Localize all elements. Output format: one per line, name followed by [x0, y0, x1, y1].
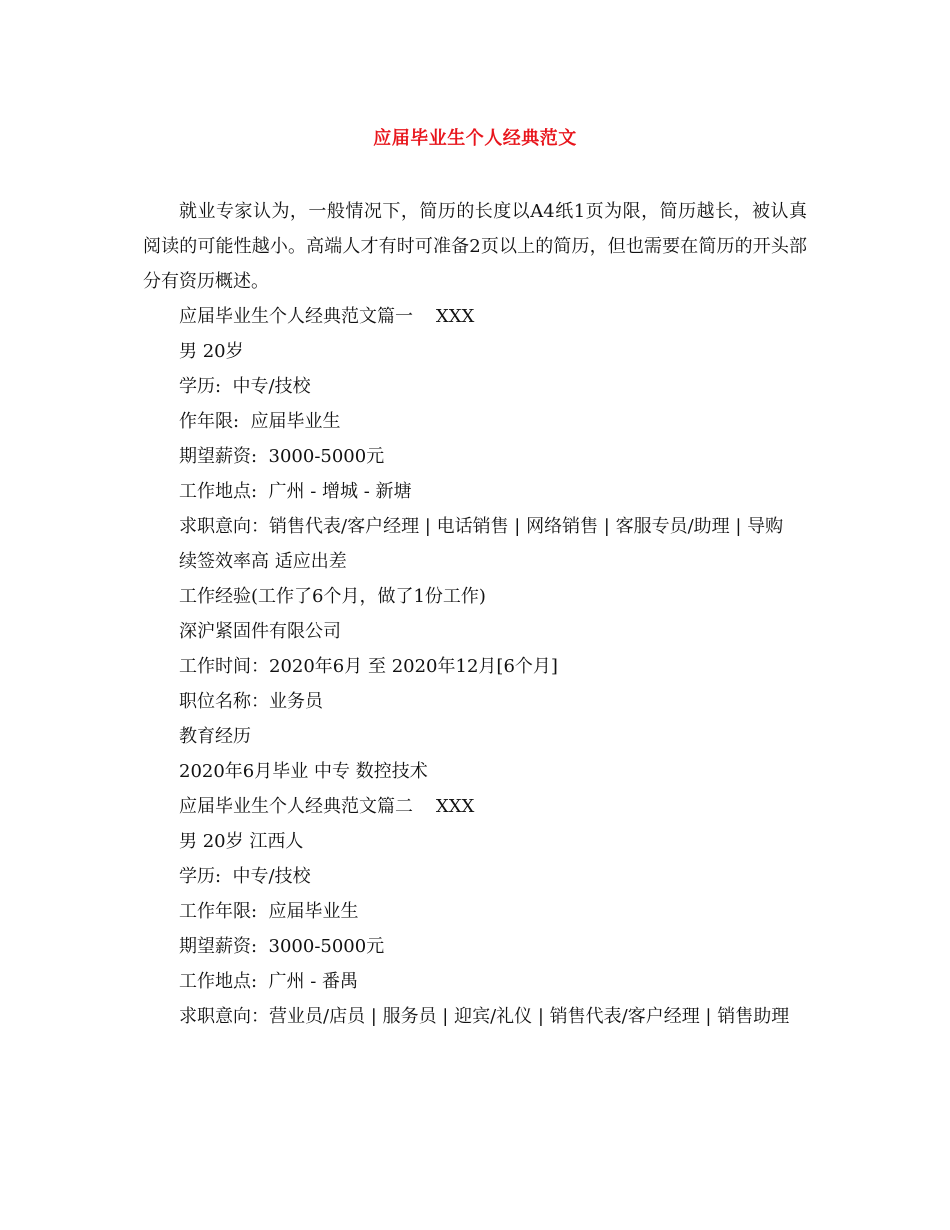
section2-heading: 应届毕业生个人经典范文篇二 XXX: [179, 796, 475, 817]
document-body: [143, 194, 807, 1034]
section1-experience-heading: 工作经验(工作了6个月，做了1份工作): [179, 586, 486, 607]
section1-gender-age: 男 20岁: [179, 341, 244, 362]
intro-paragraph: 就业专家认为，一般情况下，简历的长度以A4纸1页为限，简历越长，被认真阅读的可能性越小。高端人才有时可准备2页以上的简历，但也需要在简历的开头部分有资历概述。: [143, 201, 807, 292]
section1-intent: 求职意向：销售代表/客户经理 | 电话销售 | 网络销售 | 客服专员/助理 | 导购: [179, 516, 784, 537]
section1-salary: 期望薪资: 3000-5000元: [179, 446, 385, 467]
section1-years: 作年限: 应届毕业生: [179, 411, 341, 432]
section1-location: 工作地点: 广州 - 增城 - 新塘: [179, 481, 412, 502]
section1-traits: 续签效率高 适应出差: [179, 551, 347, 572]
section2-intent: 求职意向：营业员/店员 | 服务员 | 迎宾/礼仪 | 销售代表/客户经理 | 销售助理: [179, 1006, 790, 1027]
document-title: 应届毕业生个人经典范文: [373, 128, 577, 149]
section2-education: 学历: 中专/技校: [179, 866, 311, 887]
section1-company: 深沪紧固件有限公司: [179, 621, 341, 642]
section1-education: 学历: 中专/技校: [179, 376, 311, 397]
section2-years: 工作年限: 应届毕业生: [179, 901, 359, 922]
section1-position: 职位名称：业务员: [179, 691, 323, 712]
section1-edu-detail: 2020年6月毕业 中专 数控技术: [179, 761, 428, 782]
section1-heading: 应届毕业生个人经典范文篇一 XXX: [179, 306, 475, 327]
section2-salary: 期望薪资: 3000-5000元: [179, 936, 385, 957]
section2-gender-age: 男 20岁 江西人: [179, 831, 304, 852]
section1-work-time: 工作时间：2020年6月 至 2020年12月[6个月]: [179, 656, 558, 677]
section1-edu-heading: 教育经历: [179, 726, 251, 747]
section2-location: 工作地点: 广州 - 番禺: [179, 971, 359, 992]
